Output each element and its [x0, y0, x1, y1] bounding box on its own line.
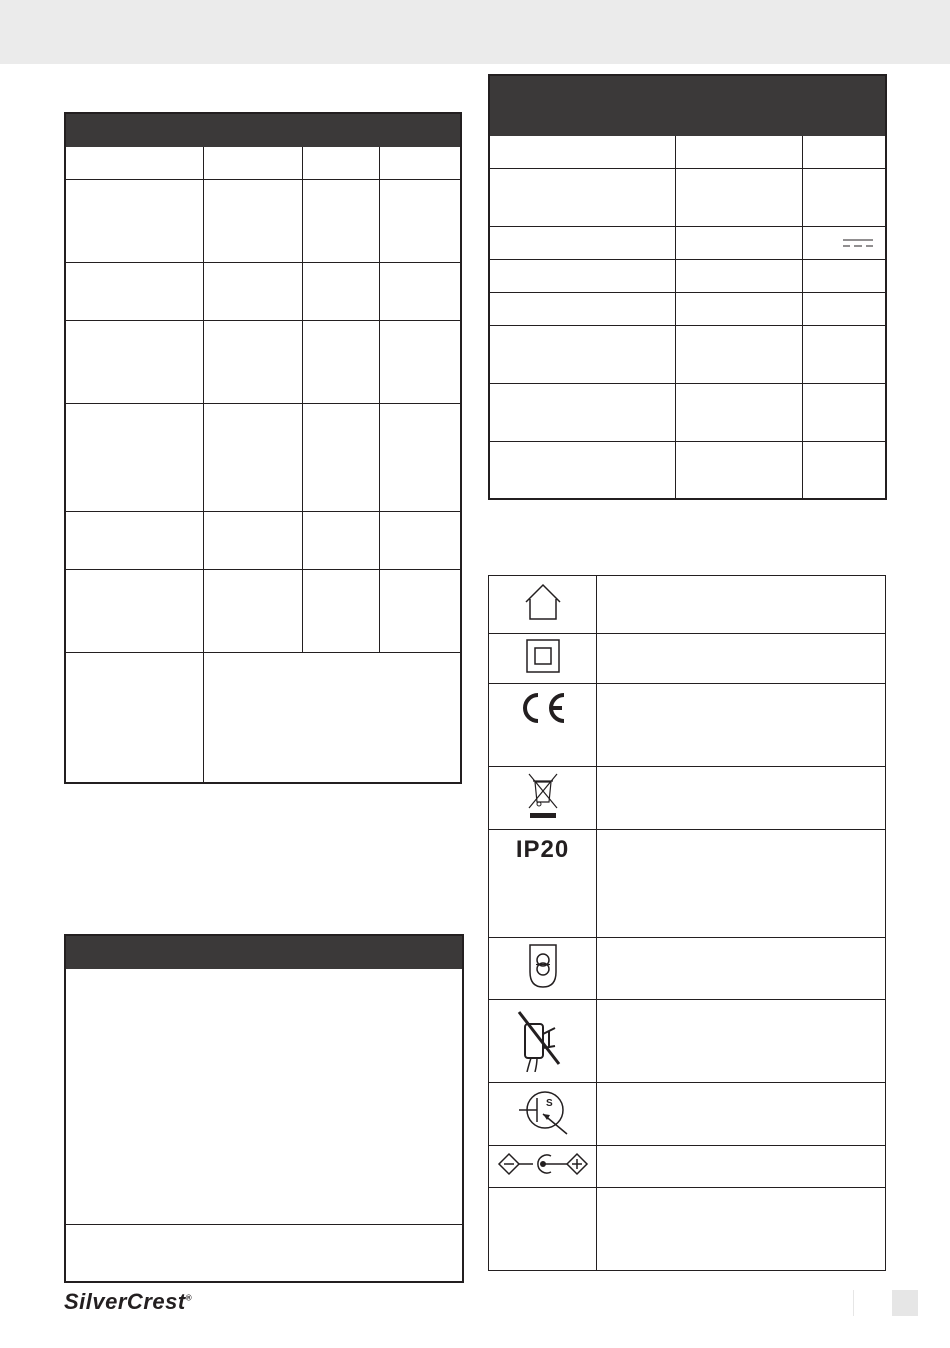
table-cell: [489, 325, 675, 383]
table-cell: [379, 320, 461, 403]
table-cell: [302, 146, 379, 179]
spec-table-left: [64, 112, 462, 784]
transformer-letter: S: [545, 1097, 553, 1109]
symbol-cell: [489, 830, 597, 938]
description-cell: [597, 576, 886, 634]
registered-mark: ®: [185, 1293, 193, 1303]
symbol-cell: [489, 1188, 597, 1271]
table-cell: [379, 403, 461, 511]
description-cell: [597, 1083, 886, 1146]
ip20-icon: IP20: [515, 836, 570, 863]
table-cell-merged: [203, 652, 461, 783]
table-cell: [675, 383, 802, 441]
table-cell: [675, 292, 802, 325]
table-cell: [379, 511, 461, 569]
description-cell: [597, 634, 886, 684]
table-cell: [302, 179, 379, 262]
top-band: [0, 0, 950, 64]
info-box-table: [64, 934, 464, 1283]
table-cell: [302, 569, 379, 652]
symbol-cell: [489, 1000, 597, 1083]
header-cell: [203, 113, 302, 146]
table-cell: [203, 262, 302, 320]
header-cell: [302, 113, 379, 146]
description-cell: [597, 767, 886, 830]
table-cell: [203, 403, 302, 511]
protection-class-ii-icon: [525, 638, 561, 674]
header-cell: [65, 935, 463, 969]
table-cell: [379, 262, 461, 320]
not-for-unplugging-icon: [511, 1006, 575, 1072]
table-cell: [302, 262, 379, 320]
table-cell: [203, 569, 302, 652]
table-cell: [802, 226, 886, 259]
symbol-cell: [489, 938, 597, 1000]
table-cell: [802, 292, 886, 325]
table-cell: [203, 146, 302, 179]
table-cell: [65, 652, 203, 783]
table-cell: [802, 441, 886, 499]
table-cell: [65, 1225, 463, 1282]
table-cell: [379, 179, 461, 262]
table-cell: [203, 511, 302, 569]
symbol-cell: [489, 767, 597, 830]
spec-table-right: [488, 74, 887, 500]
safety-transformer-icon: [526, 942, 560, 990]
short-circuit-proof-transformer-icon: [515, 1086, 571, 1138]
table-cell: [675, 135, 802, 168]
table-cell: [379, 146, 461, 179]
symbol-cell: [489, 576, 597, 634]
symbol-cell: [489, 634, 597, 684]
table-cell: [489, 441, 675, 499]
header-cell: [802, 75, 886, 135]
table-cell: [675, 168, 802, 226]
description-cell: [597, 684, 886, 767]
table-cell: [302, 403, 379, 511]
page-number-box: [892, 1290, 918, 1316]
table-cell: [489, 259, 675, 292]
brand-name: SilverCrest: [64, 1289, 186, 1314]
symbol-cell: [489, 684, 597, 767]
dc-current-icon: [843, 238, 873, 248]
description-cell: [597, 1188, 886, 1271]
symbols-table: [488, 575, 886, 1271]
table-cell: [65, 569, 203, 652]
description-cell: [597, 938, 886, 1000]
weee-crossed-bin-icon: [526, 772, 560, 820]
table-cell: [65, 511, 203, 569]
table-cell: [802, 259, 886, 292]
table-cell: [65, 179, 203, 262]
table-cell: [379, 569, 461, 652]
table-cell: [489, 226, 675, 259]
table-cell: [675, 325, 802, 383]
table-cell: [675, 441, 802, 499]
table-cell: [65, 969, 463, 1225]
header-cell: [489, 75, 675, 135]
table-cell: [802, 325, 886, 383]
table-cell: [65, 320, 203, 403]
table-cell: [802, 168, 886, 226]
brand-logo: [64, 1289, 192, 1315]
table-cell: [489, 292, 675, 325]
table-cell: [489, 383, 675, 441]
table-cell: [302, 320, 379, 403]
polarity-icon: [495, 1150, 591, 1178]
table-cell: [802, 383, 886, 441]
table-cell: [65, 146, 203, 179]
table-cell: [675, 259, 802, 292]
table-cell: [203, 179, 302, 262]
header-cell: [65, 113, 203, 146]
page-divider: [853, 1290, 854, 1316]
house-icon: [522, 582, 564, 622]
table-cell: [65, 262, 203, 320]
symbol-cell: [489, 1146, 597, 1188]
table-cell: [489, 168, 675, 226]
symbol-cell: [489, 1083, 597, 1146]
table-cell: [675, 226, 802, 259]
table-cell: [489, 135, 675, 168]
description-cell: [597, 830, 886, 938]
table-cell: [802, 135, 886, 168]
ce-mark-icon: [518, 690, 568, 726]
description-cell: [597, 1000, 886, 1083]
table-cell: [65, 403, 203, 511]
header-cell: [379, 113, 461, 146]
header-cell: [675, 75, 802, 135]
table-cell: [302, 511, 379, 569]
description-cell: [597, 1146, 886, 1188]
table-cell: [203, 320, 302, 403]
